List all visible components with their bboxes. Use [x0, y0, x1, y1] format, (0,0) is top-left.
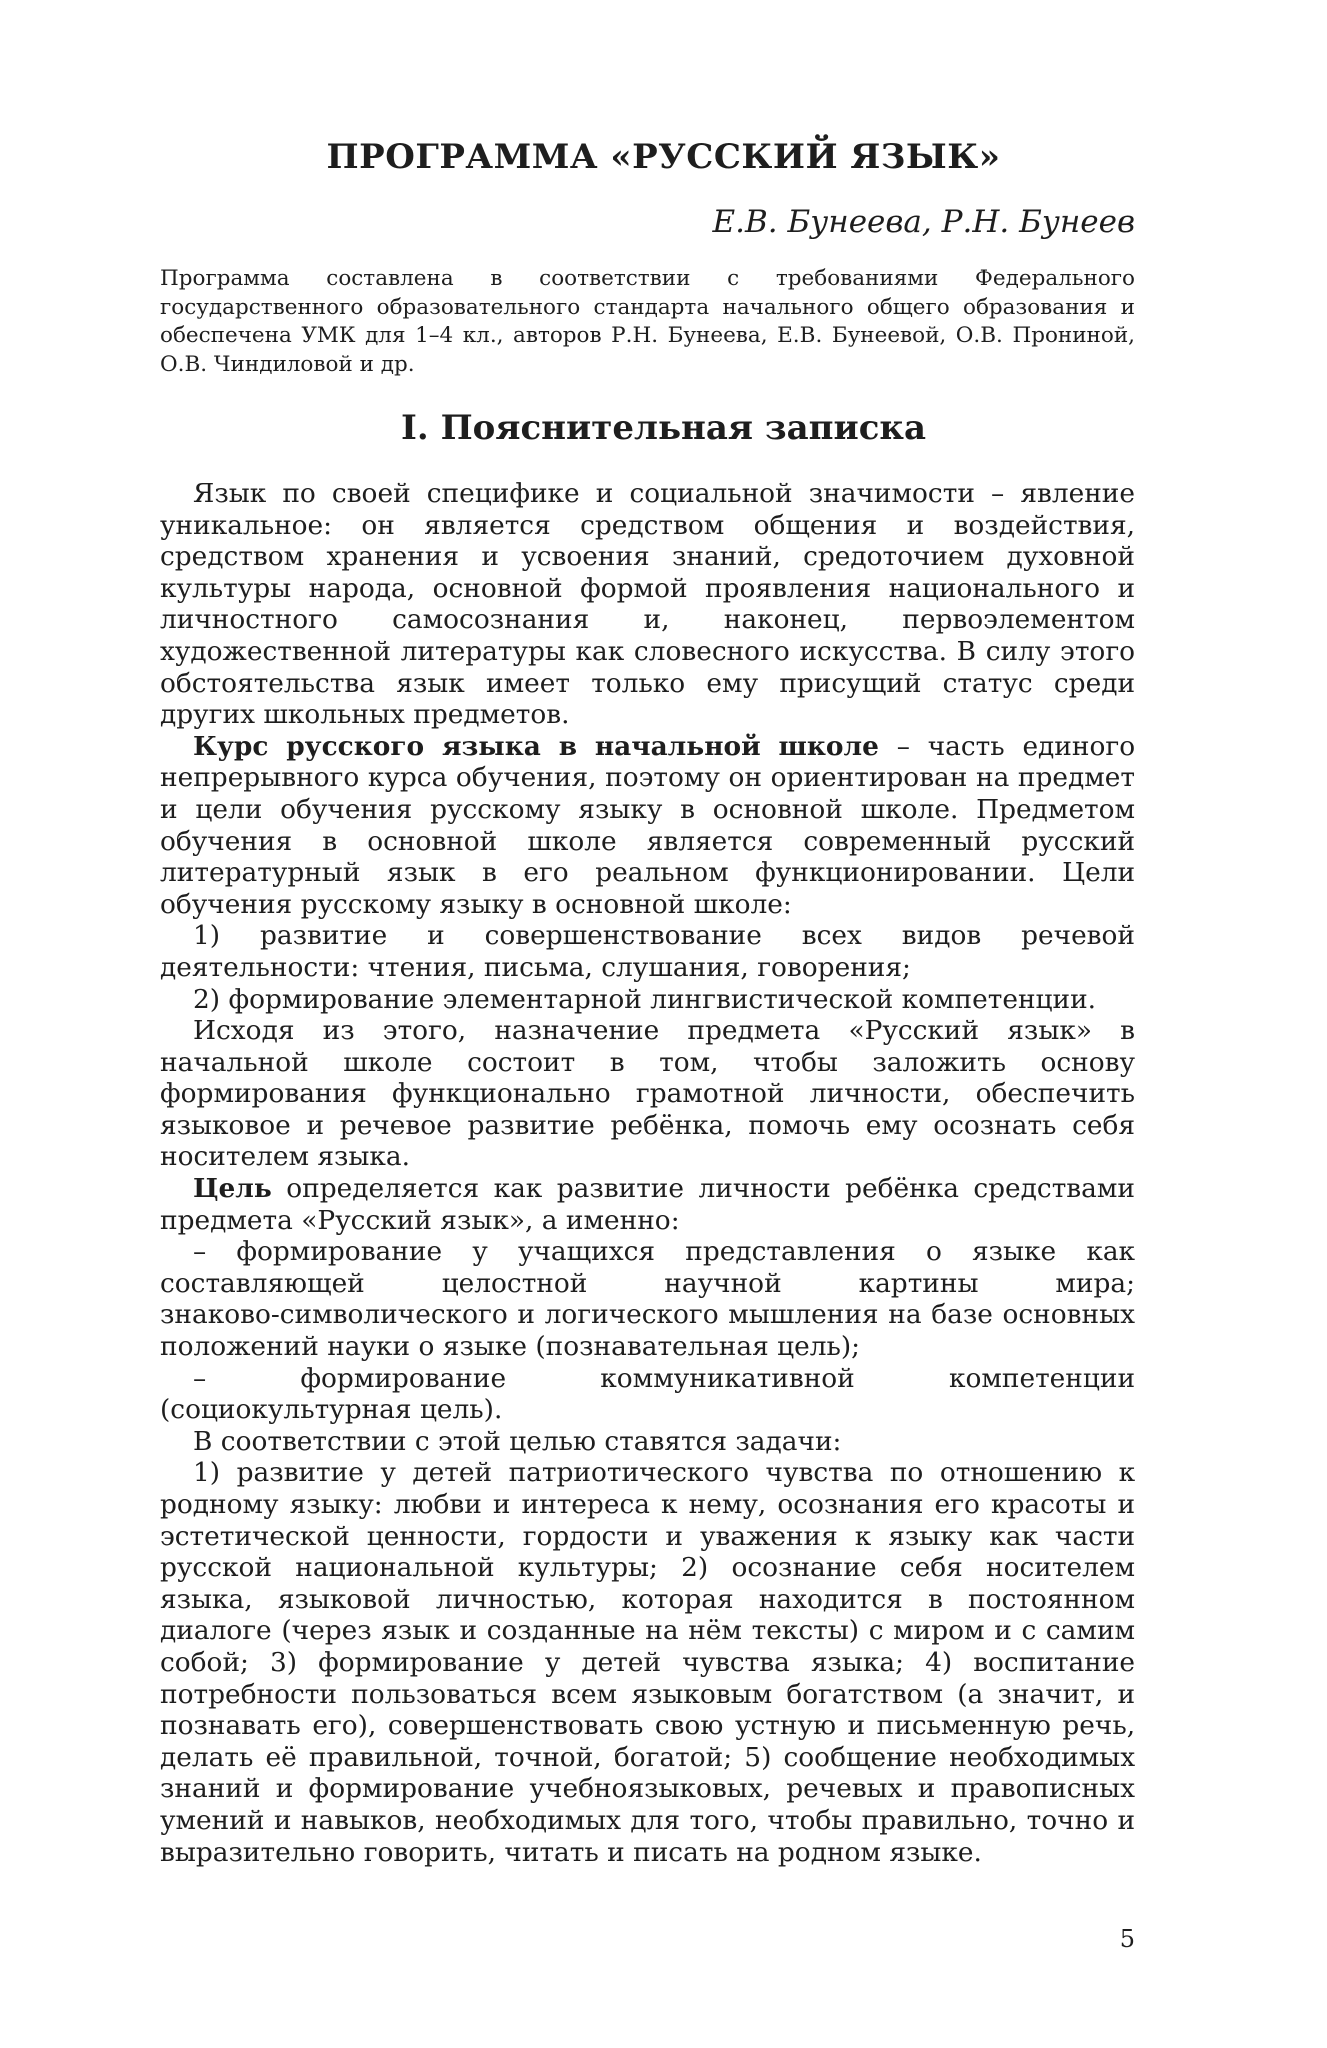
text-line: непрерывного курса обучения, поэтому он ориентирован на предмет	[160, 762, 1136, 794]
text-line: В соответствии с этой целью ставятся задачи:	[193, 1425, 842, 1457]
text-line: – формирование у учащихся представления о языке как	[193, 1236, 1136, 1268]
text-line: начальной школе состоит в том, чтобы заложить основу	[160, 1046, 1136, 1078]
text-line: и цели обучения русскому языку в основной школе. Предметом	[160, 793, 1136, 825]
list-item-goal-1	[160, 920, 1135, 983]
text-line: составляющей целостной научной картины мира;	[160, 1267, 1136, 1299]
text-line: языковое и речевое развитие ребёнка, помочь ему осознать себя	[160, 1109, 1136, 1141]
text-line: познавать его), совершенствовать свою устную и письменную речь,	[160, 1710, 1136, 1742]
text-line: потребности пользоваться всем языковым богатством (а значит, и	[160, 1678, 1136, 1710]
text-line: делать её правильной, точной, богатой; 5) сообщение необходимых	[160, 1741, 1136, 1773]
authors-line: Е.В. Бунеева, Р.Н. Бунеев	[712, 204, 1135, 240]
text-line: выразительно говорить, читать и писать на родном языке.	[160, 1836, 982, 1868]
text-line: эстетической ценности, гордости и уважения к языку как части	[160, 1520, 1136, 1552]
section-heading: I. Пояснительная записка	[400, 408, 927, 448]
text-line: 2) формирование элементарной лингвистической компетенции.	[193, 983, 1097, 1015]
text-line: носителем языка.	[160, 1141, 411, 1173]
text-line: умений и навыков, необходимых для того, чтобы правильно, точно и	[160, 1804, 1136, 1836]
text-line: Исходя из этого, назначение предмета «Русский язык» в	[193, 1015, 1135, 1047]
text-line: уникальное: он является средством общения и воздействия,	[160, 509, 1136, 541]
text-line: Цель определяется как развитие личности ребёнка средствами	[193, 1173, 1136, 1205]
document-title: ПРОГРАММА «РУССКИЙ ЯЗЫК»	[326, 137, 1001, 177]
text-line: формирования функционально грамотной личности, обеспечить	[160, 1078, 1135, 1110]
paragraph-course-description	[160, 731, 1135, 921]
page-number: 5	[1119, 1925, 1135, 1953]
paragraph-tasks-intro	[160, 1426, 1135, 1458]
text-line: деятельности: чтения, письма, слушания, говорения;	[160, 951, 911, 983]
text-line: Язык по своей специфике и социальной значимости – явление	[193, 478, 1136, 509]
paragraph-language-significance	[160, 478, 1135, 731]
text-line: обстоятельства язык имеет только ему присущий статус среди	[160, 667, 1136, 699]
text-line: русской национальной культуры; 2) осознание себя носителем	[160, 1552, 1136, 1584]
text-line: (социокультурная цель).	[160, 1394, 503, 1426]
paragraph-goal-definition	[160, 1173, 1135, 1236]
text-line: средством хранения и усвоения знаний, средоточием духовной	[160, 541, 1135, 573]
text-line: собой; 3) формирование у детей чувства языка; 4) воспитание	[160, 1646, 1136, 1678]
text-line: предмета «Русский язык», а именно:	[160, 1204, 680, 1236]
text-line: знаний и формирование учебноязыковых, речевых и правописных	[160, 1773, 1135, 1805]
text-line: художественной литературы как словесного искусства. В силу этого	[160, 635, 1136, 667]
text-line: других школьных предметов.	[160, 699, 570, 731]
text-line: личностного самосознания и, наконец, первоэлементом	[160, 604, 1136, 636]
text-line: Курс русского языка в начальной школе – часть единого	[193, 730, 1136, 762]
text-line: 1) развитие у детей патриотического чувства по отношению к	[193, 1457, 1136, 1489]
text-line: 1) развитие и совершенствование всех видов речевой	[193, 920, 1136, 952]
list-item-communicative-goal	[160, 1363, 1135, 1426]
list-item-goal-2	[160, 984, 1135, 1016]
text-line: – формирование коммуникативной компетенции	[193, 1362, 1136, 1394]
list-item-cognitive-goal	[160, 1236, 1135, 1362]
text-line: положений науки о языке (познавательная цель);	[160, 1331, 861, 1363]
text-line: обучения русскому языку в основной школе:	[160, 888, 792, 920]
text-line: языка, языковой личностью, которая находится в постоянном	[160, 1583, 1136, 1615]
intro-paragraph: Программа составлена в соответствии с требованиями Федерального государственного образовательного стандарта начального общего образования и обеспечена УМК для 1–4 кл., авторов Р.Н. Бунеева, Е.В. Бунеевой, О.В. Прониной, О.В. Чиндиловой и др.	[160, 266, 1135, 377]
paragraph-subject-purpose	[160, 1015, 1135, 1173]
paragraph-tasks-list	[160, 1457, 1135, 1868]
text-line: диалоге (через язык и созданные на нём тексты) с миром и с самим	[160, 1615, 1136, 1647]
text-line: знаково-символического и логического мышления на базе основных	[160, 1299, 1135, 1331]
main-text	[160, 478, 1135, 1868]
text-line: культуры народа, основной формой проявления национального и	[160, 572, 1136, 604]
text-line: литературный язык в его реальном функционировании. Цели	[160, 857, 1136, 889]
text-line: родному языку: любви и интереса к нему, осознания его красоты и	[160, 1489, 1136, 1520]
text-line: обучения в основной школе является современный русский	[160, 825, 1136, 857]
